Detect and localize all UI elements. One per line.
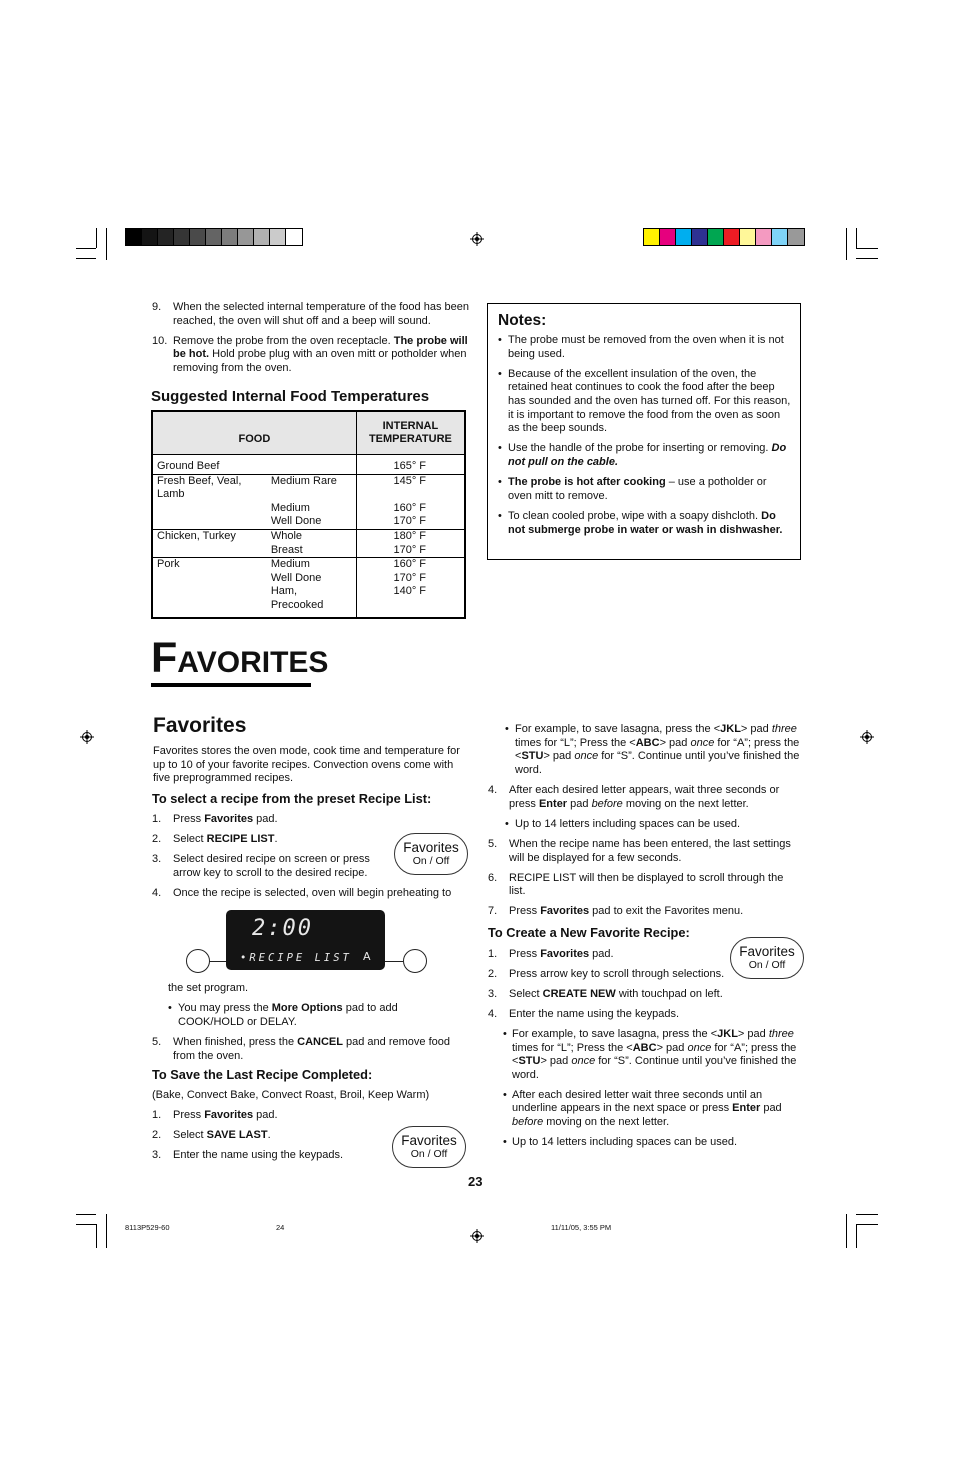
food-cell: [152, 572, 267, 586]
table-row: [152, 502, 465, 516]
color-swatch: [222, 229, 238, 245]
food-cell: Chicken, Turkey: [157, 529, 236, 542]
save-last-note: (Bake, Convect Bake, Convect Roast, Broil, Keep Warm): [152, 1089, 430, 1101]
food-cell: [152, 585, 267, 617]
crop-mark: [856, 258, 878, 259]
temperature-cell: 170° F: [356, 544, 465, 558]
cut-cell: [267, 455, 356, 475]
select-recipe-title: To select a recipe from the preset Recipe List:: [152, 791, 432, 806]
temperature-cell: 160° F: [393, 501, 426, 514]
food-cell: Fresh Beef, Veal, Lamb: [157, 474, 242, 501]
create-recipe-notes: [503, 1028, 803, 1156]
food-cell: Pork: [157, 558, 180, 571]
table-row: [152, 474, 465, 502]
crop-mark: [856, 1224, 857, 1248]
list-item: 3. Select desired recipe on screen or press arrow key to scroll to the desired recipe.: [152, 852, 370, 879]
table-row: [152, 515, 465, 529]
list-item: 10. Remove the probe from the oven receptacle. The probe will be hot. Hold probe plug with an oven mitt or potholder when removing from the oven.: [152, 334, 468, 374]
button-title: Favorites: [739, 944, 795, 959]
cut-cell: Well Done: [267, 572, 356, 586]
color-swatch: [158, 229, 174, 245]
footer-timestamp: 11/11/05, 3:55 PM: [551, 1223, 612, 1232]
right-steps-5-7: [488, 838, 798, 925]
food-cell: Ground Beef: [152, 455, 267, 475]
food-cell: [152, 515, 267, 529]
favorites-on-off-button[interactable]: [392, 1126, 466, 1168]
temperature-cell: 170° F: [356, 515, 465, 529]
table-row: [152, 558, 465, 572]
registration-mark-icon: [860, 730, 874, 744]
color-bar: [643, 228, 805, 246]
save-last-steps: [152, 1109, 382, 1169]
list-item: 4. After each desired letter appears, wait three seconds or press Enter pad before moving on the next letter.: [488, 784, 780, 810]
color-swatch: [190, 229, 206, 245]
grayscale-bar: [125, 228, 303, 246]
left-touchpad-button[interactable]: [186, 949, 210, 973]
color-swatch: [724, 229, 740, 245]
button-title: Favorites: [403, 840, 459, 855]
list-item: • For example, to save lasagna, press the <JKL> pad three times for “L”; Press the <ABC> pad once for “A”; press the <STU> pad once for “S”. Continue until you’ve finished the word.: [503, 1028, 797, 1081]
button-title: Favorites: [401, 1133, 457, 1148]
section-title-underline: [151, 683, 311, 687]
letters-note: • Up to 14 letters including spaces can be used.: [505, 818, 741, 830]
table-row: [152, 544, 465, 558]
cut-cell: Medium Rare: [267, 474, 356, 502]
crop-mark: [96, 1224, 97, 1248]
cut-cell: Breast: [267, 544, 356, 558]
crop-mark: [106, 1214, 107, 1248]
color-swatch: [174, 229, 190, 245]
table-title: Suggested Internal Food Temperatures: [151, 388, 430, 405]
temperature-cell: 170° F: [393, 571, 426, 584]
list-item: • Up to 14 letters including spaces can be used.: [503, 1135, 738, 1148]
note-item: • To clean cooled probe, wipe with a soapy dishcloth. Do not submerge probe in water or wash in dishwasher.: [498, 509, 783, 536]
color-swatch: [254, 229, 270, 245]
list-item: 2. Select RECIPE LIST.: [152, 832, 278, 845]
color-swatch: [692, 229, 708, 245]
list-item: 9. When the selected internal temperature of the food has been reached, the oven will shut off and a beep will sound.: [152, 301, 469, 327]
crop-mark: [856, 228, 857, 248]
note-item: • The probe must be removed from the oven when it is not being used.: [498, 334, 784, 360]
color-swatch: [740, 229, 756, 245]
food-cell: [152, 544, 267, 558]
registration-mark-icon: [470, 1229, 484, 1243]
table-row: [152, 572, 465, 586]
header-food: FOOD: [152, 411, 356, 455]
list-item: 1. Press Favorites pad.: [152, 1109, 278, 1121]
cut-cell: Well Done: [267, 515, 356, 529]
color-swatch: [708, 229, 724, 245]
favorites-heading: Favorites: [153, 714, 247, 737]
page-number: 23: [468, 1174, 483, 1189]
save-last-title: To Save the Last Recipe Completed:: [152, 1067, 373, 1082]
button-subtitle: On / Off: [748, 959, 786, 971]
registration-mark-icon: [80, 730, 94, 744]
color-swatch: [756, 229, 772, 245]
list-item: 1. Press Favorites pad.: [152, 813, 278, 825]
display-indicator: A: [363, 950, 371, 963]
list-item: 4. Once the recipe is selected, oven will begin preheating to: [152, 886, 452, 899]
cancel-step: [152, 1036, 462, 1070]
footer-page: 24: [276, 1223, 285, 1232]
color-swatch: [772, 229, 788, 245]
header-temperature: INTERNAL TEMPERATURE: [356, 411, 465, 455]
temperature-cell: 180° F: [393, 529, 426, 542]
more-options-note: • You may press the More Options pad to add COOK/HOLD or DELAY.: [168, 1002, 398, 1028]
right-steps-4: [488, 784, 798, 818]
note-item: • The probe is hot after cooking – use a potholder or oven mitt to remove.: [498, 476, 767, 502]
list-item: 1. Press Favorites pad.: [488, 948, 614, 960]
cut-cell: Ham, Precooked: [267, 585, 356, 617]
crop-mark: [76, 258, 96, 259]
table-row: [152, 585, 465, 617]
temperature-cell: 160° F: [393, 558, 426, 571]
list-item: 5. When the recipe name has been entered, the last settings will be displayed for a few seconds.: [488, 838, 791, 864]
list-item: 4. Enter the name using the keypads.: [488, 1007, 679, 1020]
temperature-cell: 165° F: [356, 455, 465, 475]
temperature-table: [151, 410, 466, 619]
list-item: 5. When finished, press the CANCEL pad and remove food from the oven.: [152, 1036, 450, 1062]
probe-steps: [152, 301, 474, 382]
temperature-cell: 145° F: [393, 474, 426, 487]
button-subtitle: On / Off: [410, 1148, 448, 1160]
oven-display: [226, 910, 385, 970]
create-recipe-title: To Create a New Favorite Recipe:: [488, 925, 690, 940]
color-swatch: [126, 229, 142, 245]
list-item: 7. Press Favorites pad to exit the Favorites menu.: [488, 905, 744, 918]
list-item: • After each desired letter wait three seconds until an underline appears in the next space or press Enter pad before moving on the next letter.: [503, 1088, 782, 1128]
display-label: •RECIPE LIST: [240, 952, 352, 964]
color-swatch: [270, 229, 286, 245]
color-swatch: [644, 229, 660, 245]
crop-mark: [76, 248, 96, 249]
color-swatch: [676, 229, 692, 245]
section-title: FAVORITES: [151, 634, 329, 682]
temperature-cell: 140° F: [393, 585, 426, 598]
crop-mark: [856, 1224, 878, 1225]
list-item: 2. Select SAVE LAST.: [152, 1128, 271, 1141]
color-swatch: [788, 229, 804, 245]
favorites-on-off-button[interactable]: [394, 833, 468, 875]
note-item: • Use the handle of the probe for inserting or removing. Do not pull on the cable.: [498, 442, 787, 468]
table-row: [152, 455, 465, 475]
registration-mark-icon: [470, 232, 484, 246]
crop-mark: [106, 228, 107, 260]
crop-mark: [76, 1224, 96, 1225]
color-swatch: [286, 229, 302, 245]
crop-mark: [96, 228, 97, 248]
footer-job-code: 8113P529-60: [125, 1223, 170, 1232]
display-connector: [385, 961, 403, 962]
button-subtitle: On / Off: [412, 855, 450, 867]
color-swatch: [660, 229, 676, 245]
color-swatch: [206, 229, 222, 245]
table-row: [152, 529, 465, 543]
food-cell: [152, 502, 267, 516]
crop-mark: [846, 1214, 847, 1248]
note-item: • Because of the excellent insulation of the oven, the retained heat continues to cook the food after the beep has sounded and the oven has turned off. For this reason, it is important to remove the food from the oven as soon as the beep sounds.: [498, 367, 791, 435]
list-item: 6. RECIPE LIST will then be displayed to scroll through the list.: [488, 871, 784, 898]
list-item: 3. Enter the name using the keypads.: [152, 1148, 343, 1161]
favorites-on-off-button[interactable]: [730, 937, 804, 979]
notes-title: Notes:: [498, 312, 547, 329]
list-item: 3. Select CREATE NEW with touchpad on left.: [488, 987, 723, 1000]
color-swatch: [238, 229, 254, 245]
example-note: • For example, to save lasagna, press the <JKL> pad three times for “L”; Press the <ABC> pad once for “A”; press the <STU> pad once for “S”. Continue until you’ve finished the word.: [505, 723, 800, 776]
after-display-text: the set program.: [168, 982, 249, 994]
crop-mark: [846, 228, 847, 260]
notes-box: [487, 303, 801, 560]
crop-mark: [76, 1214, 96, 1215]
list-item: 2. Press arrow key to scroll through selections.: [488, 967, 725, 980]
crop-mark: [856, 248, 878, 249]
right-touchpad-button[interactable]: [403, 949, 427, 973]
color-swatch: [142, 229, 158, 245]
display-connector: [209, 961, 227, 962]
display-time: 2:00: [252, 916, 313, 941]
crop-mark: [856, 1214, 878, 1215]
cut-cell: Medium: [267, 558, 356, 572]
cut-cell: Whole: [267, 529, 356, 543]
cut-cell: Medium: [267, 502, 356, 516]
favorites-intro: Favorites stores the oven mode, cook time and temperature for up to 10 of your favorite recipes. Convection ovens come with five preprogrammed recipes.: [153, 745, 460, 785]
